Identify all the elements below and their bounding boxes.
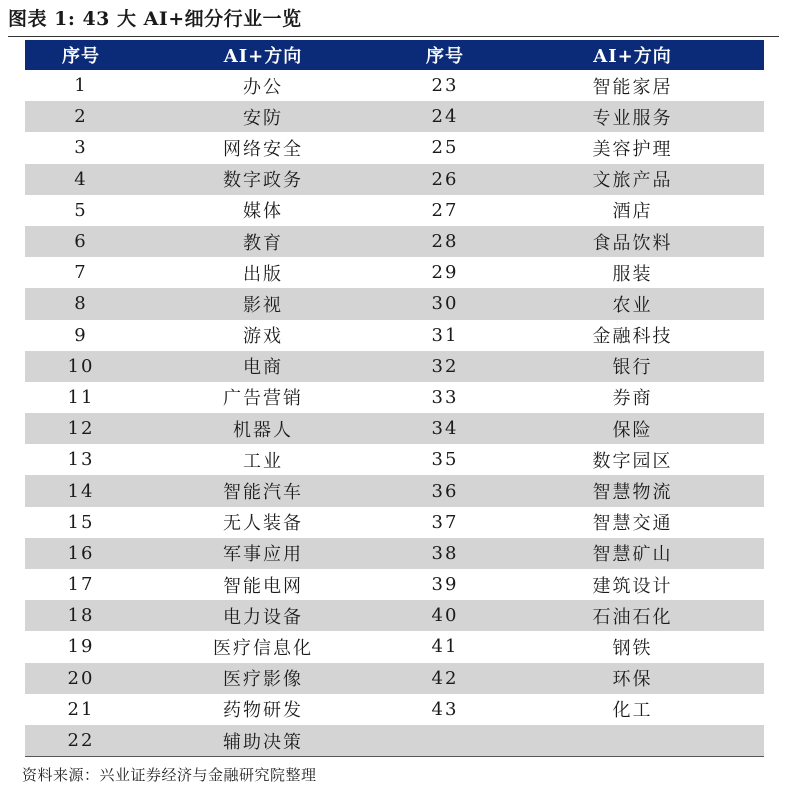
header-index-right: 序号: [426, 46, 464, 67]
cell-index-left: 20: [25, 663, 137, 694]
cell-index-left: 10: [25, 351, 137, 382]
cell-direction-left: 游戏: [243, 326, 283, 348]
cell-direction-left: 辅助决策: [137, 725, 389, 757]
cell-index-left: 19: [67, 636, 95, 658]
cell-index-left: 11: [67, 386, 95, 408]
table-row: [25, 413, 764, 444]
cell-index-right: 37: [431, 511, 459, 533]
cell-index-left: 5: [74, 199, 88, 221]
table-row: [25, 132, 764, 163]
cell-index-right: 29: [431, 262, 459, 284]
cell-index-left: 3: [74, 137, 88, 159]
cell-direction-left: 机器人: [137, 413, 389, 444]
cell-direction-left: 媒体: [243, 201, 283, 223]
table-body: [25, 70, 764, 757]
cell-direction-right: 钢铁: [612, 637, 653, 659]
cell-index-left: 22: [25, 725, 137, 757]
cell-direction-left: 军事应用: [137, 538, 389, 569]
table-header-row: [25, 40, 764, 70]
cell-direction-right: 石油石化: [501, 600, 764, 631]
cell-index-right: 28: [389, 226, 501, 257]
cell-direction-left: 工业: [243, 450, 283, 472]
table-row: [25, 320, 764, 351]
cell-direction-left: 药物研发: [223, 700, 303, 722]
table-row: [25, 569, 764, 600]
cell-direction-left: 医疗影像: [137, 663, 389, 694]
cell-index-right: 25: [431, 137, 459, 159]
cell-direction-left: 教育: [137, 226, 389, 257]
cell-direction-left: 医疗信息化: [213, 637, 313, 659]
cell-direction-left: 数字政务: [137, 164, 389, 195]
table-row: [25, 226, 764, 257]
cell-index-right: [389, 725, 501, 757]
cell-index-right: 31: [431, 324, 459, 346]
table-row: [25, 288, 764, 319]
cell-index-right: 32: [389, 351, 501, 382]
ai-industry-table: [25, 40, 764, 757]
table-row: [25, 444, 764, 475]
cell-direction-right: 智慧矿山: [501, 538, 764, 569]
cell-direction-right: 建筑设计: [592, 575, 673, 597]
cell-direction-right: 金融科技: [592, 326, 673, 348]
table-row: [25, 725, 764, 757]
cell-index-right: 30: [389, 288, 501, 319]
table-row: [25, 507, 764, 538]
cell-index-left: 4: [25, 164, 137, 195]
cell-direction-left: 影视: [137, 288, 389, 319]
cell-index-right: 36: [389, 475, 501, 506]
header-index-left: 序号: [62, 46, 100, 67]
cell-direction-left: 智能电网: [223, 575, 303, 597]
cell-index-right: 42: [389, 663, 501, 694]
cell-direction-right: 智慧物流: [501, 475, 764, 506]
cell-index-right: 33: [431, 386, 459, 408]
cell-direction-right: 服装: [612, 263, 653, 285]
cell-index-right: 35: [431, 449, 459, 471]
cell-direction-right: 农业: [501, 288, 764, 319]
cell-direction-right: 环保: [501, 663, 764, 694]
cell-direction-right: 智能家居: [592, 76, 673, 98]
cell-direction-right: 美容护理: [592, 138, 673, 160]
cell-index-left: 1: [74, 75, 88, 97]
cell-index-left: 7: [74, 262, 88, 284]
source-note: 资料来源：兴业证券经济与金融研究院整理: [22, 766, 317, 784]
cell-direction-right: 专业服务: [501, 101, 764, 132]
table-row: [25, 164, 764, 195]
cell-direction-right: 酒店: [612, 201, 653, 223]
table-row: [25, 600, 764, 631]
cell-index-left: 9: [74, 324, 88, 346]
cell-direction-right: 文旅产品: [501, 164, 764, 195]
cell-index-right: 24: [389, 101, 501, 132]
table-row: [25, 538, 764, 569]
cell-direction-right: 数字园区: [592, 450, 673, 472]
cell-index-right: 41: [431, 636, 459, 658]
cell-index-left: 8: [25, 288, 137, 319]
cell-direction-right: 食品饮料: [501, 226, 764, 257]
cell-direction-left: 广告营销: [223, 388, 303, 410]
cell-direction-right: 化工: [612, 700, 653, 722]
cell-direction-left: 办公: [243, 76, 283, 98]
cell-index-left: 14: [25, 475, 137, 506]
cell-direction-left: 电力设备: [137, 600, 389, 631]
cell-index-right: 43: [431, 698, 459, 720]
cell-index-right: 39: [431, 574, 459, 596]
table-row: [25, 663, 764, 694]
table-row: [25, 631, 764, 662]
cell-index-left: 16: [25, 538, 137, 569]
cell-index-right: 34: [389, 413, 501, 444]
cell-index-left: 18: [25, 600, 137, 631]
table-row: [25, 70, 764, 101]
figure-title: 图表 1: 43 大 AI+细分行业一览: [8, 8, 302, 30]
cell-index-left: 17: [67, 574, 95, 596]
cell-direction-right: [501, 725, 764, 757]
cell-direction-right: 智慧交通: [592, 513, 673, 535]
cell-index-right: 26: [389, 164, 501, 195]
cell-index-left: 2: [25, 101, 137, 132]
header-direction-right: AI+方向: [593, 46, 672, 67]
cell-direction-left: 安防: [137, 101, 389, 132]
table-row: [25, 101, 764, 132]
cell-index-right: 38: [389, 538, 501, 569]
header-direction-left: AI+方向: [223, 46, 303, 67]
table-row: [25, 195, 764, 226]
cell-index-right: 23: [431, 75, 459, 97]
cell-index-left: 12: [25, 413, 137, 444]
table-row: [25, 351, 764, 382]
cell-index-left: 6: [25, 226, 137, 257]
cell-direction-left: 无人装备: [223, 513, 303, 535]
cell-direction-right: 保险: [501, 413, 764, 444]
table-row: [25, 257, 764, 288]
table-row: [25, 694, 764, 725]
table-row: [25, 475, 764, 506]
cell-index-left: 21: [67, 698, 95, 720]
cell-direction-left: 电商: [137, 351, 389, 382]
cell-direction-right: 银行: [501, 351, 764, 382]
table-row: [25, 382, 764, 413]
cell-index-right: 27: [431, 199, 459, 221]
cell-direction-left: 网络安全: [223, 138, 303, 160]
cell-direction-right: 券商: [612, 388, 653, 410]
cell-index-right: 40: [389, 600, 501, 631]
cell-direction-left: 智能汽车: [137, 475, 389, 506]
cell-index-left: 13: [67, 449, 95, 471]
cell-direction-left: 出版: [243, 263, 283, 285]
cell-index-left: 15: [67, 511, 95, 533]
title-divider: [8, 36, 779, 37]
